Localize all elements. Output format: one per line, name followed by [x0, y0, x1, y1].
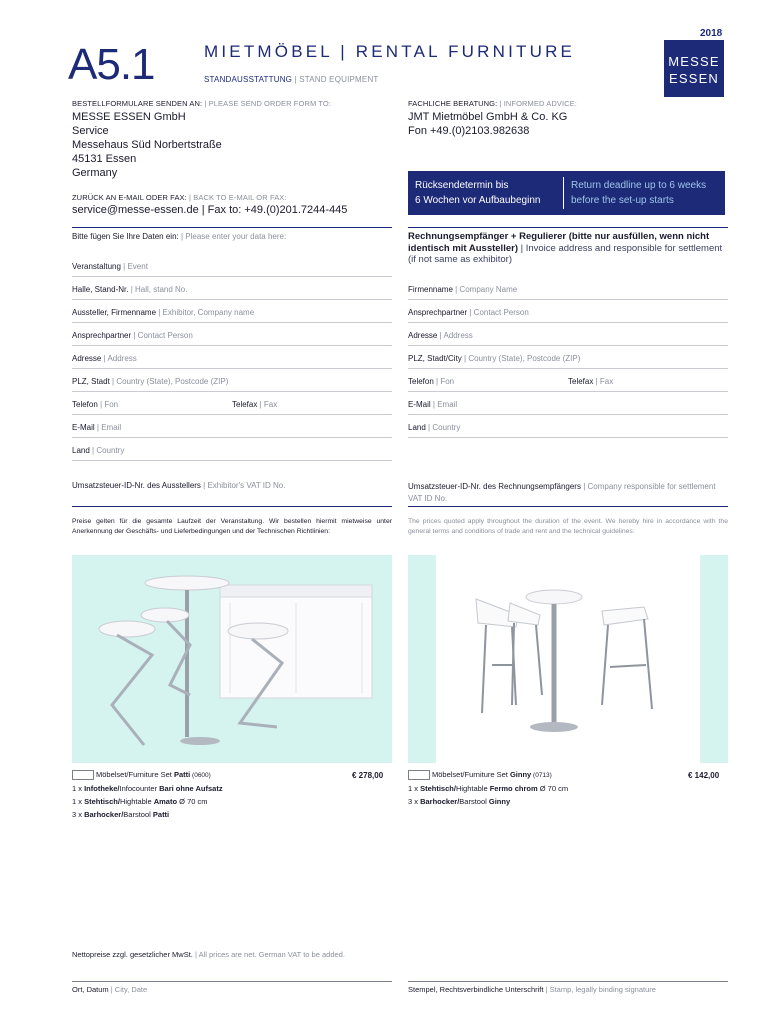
product-code: (0713): [531, 772, 552, 779]
field-recipient-email[interactable]: [408, 400, 457, 409]
return-label-de: ZURÜCK AN E-MAIL ODER FAX:: [72, 193, 187, 202]
product-price: € 142,00: [688, 771, 720, 780]
product-price: € 278,00: [352, 771, 384, 780]
field-label-de: Veranstaltung: [72, 262, 121, 271]
field-label-de: Umsatzsteuer-ID-Nr. des Rechnungsempfängers: [408, 482, 581, 491]
field-line: [408, 391, 728, 392]
product-item: [72, 808, 223, 821]
order-checkbox[interactable]: [72, 770, 94, 780]
send-to-label-de: BESTELLFORMULARE SENDEN AN:: [72, 99, 203, 108]
vat-note: [72, 950, 345, 959]
field-label-en: | Contact Person: [131, 331, 193, 340]
field-event[interactable]: [72, 262, 148, 271]
product-item: [408, 795, 568, 808]
deadline-de-line: Rücksendetermin bis: [415, 180, 509, 191]
item-size: Ø 70 cm: [177, 797, 208, 806]
send-to-label-en: | PLEASE SEND ORDER FORM TO:: [202, 99, 331, 108]
item-qty: 1 x: [72, 797, 85, 806]
signature-line: [408, 981, 728, 982]
field-label-de: Land: [408, 423, 426, 432]
field-label-de: PLZ, Stadt/City: [408, 354, 462, 363]
divider: [72, 227, 392, 228]
return-label: [72, 193, 287, 202]
field-line: [72, 460, 392, 461]
field-recipient-contact[interactable]: [408, 308, 529, 317]
return-label-en: | BACK TO E-MAIL OR FAX:: [186, 193, 287, 202]
field-label-en: | Country: [89, 446, 125, 455]
product-option-ginny: [408, 768, 552, 782]
advice-label-de: FACHLICHE BERATUNG:: [408, 99, 498, 108]
advice-line: JMT Mietmöbel GmbH & Co. KG: [408, 111, 568, 123]
divider: [408, 227, 728, 228]
year-label: 2018: [700, 28, 723, 39]
deadline-divider: [563, 177, 564, 209]
field-exhibitor[interactable]: [72, 308, 254, 317]
field-label-en: | Exhibitor, Company name: [156, 308, 255, 317]
deadline-en-line: Return deadline up to 6 weeks: [571, 180, 707, 191]
item-type-en: Barstool: [459, 797, 489, 806]
vat-note-en: | All prices are net. German VAT to be added.: [192, 950, 345, 959]
product-set-name: Patti: [173, 770, 191, 779]
product-name-en: Furniture Set: [128, 770, 174, 779]
field-label-de: E-Mail: [72, 423, 95, 432]
item-type-en: Hightable: [119, 797, 154, 806]
address-line: 45131 Essen: [72, 153, 137, 165]
address-line: Germany: [72, 167, 118, 179]
product-option-patti: [72, 768, 211, 782]
field-label-en: | Fon: [433, 377, 455, 386]
field-label-en: | Address: [101, 354, 137, 363]
field-label-en: | Country (State), Postcode (ZIP): [461, 354, 581, 363]
item-type-en: Hightable: [455, 784, 490, 793]
logo-line-2: ESSEN: [668, 71, 720, 86]
item-size: Ø 70 cm: [537, 784, 569, 793]
field-label-de: Telefon: [408, 377, 434, 386]
invoice-recipient-heading: [408, 231, 728, 266]
item-type-de: Barhocker/: [84, 810, 124, 819]
subtitle-de: STANDAUSSTATTUNG: [204, 75, 293, 84]
field-line: [72, 391, 392, 392]
field-address[interactable]: [72, 354, 137, 363]
item-type-de: Infotheke/: [84, 784, 120, 793]
field-label-de: Telefax: [232, 400, 258, 409]
item-qty: 1 x: [72, 784, 85, 793]
field-vat-recipient[interactable]: [408, 481, 728, 505]
item-name: Fermo chrom: [489, 784, 538, 793]
field-label-en: | Address: [437, 331, 473, 340]
field-label-en: | Email: [430, 400, 458, 409]
product-item: [72, 782, 223, 795]
field-label-de: Land: [72, 446, 90, 455]
field-label-de: Ansprechpartner: [72, 331, 132, 340]
field-recipient-postcode[interactable]: [408, 354, 580, 363]
product-item: [408, 782, 568, 795]
field-label-de: Adresse: [72, 354, 102, 363]
field-line: [408, 299, 728, 300]
return-contact-value: service@messe-essen.de | Fax to: +49.(0)201.7244-445: [72, 204, 348, 216]
field-line: [408, 368, 728, 369]
field-line: [408, 437, 728, 438]
field-label-en: | Fax: [593, 377, 614, 386]
field-line: [408, 414, 728, 415]
terms-en: The prices quoted apply throughout the duration of the event. We hereby hire in accordance with the general terms and conditions of trade and rent and the technical guidelines:: [408, 518, 728, 535]
field-label-en: | Fon: [97, 400, 119, 409]
terms-de: Preise gelten für die gesamte Laufzeit der Veranstaltung. Wir bestellen hiermit mietweise unter Anerkennung der Geschäfts- und Lieferbedingungen und der Technischen Richtlinien:: [72, 518, 392, 535]
furniture-set-patti-image: [72, 555, 392, 763]
field-hall-stand[interactable]: [72, 285, 187, 294]
field-line: [408, 345, 728, 346]
field-label-de: PLZ, Stadt: [72, 377, 110, 386]
deadline-de-line: 6 Wochen vor Aufbaubeginn: [415, 195, 541, 206]
item-qty: 3 x: [408, 797, 421, 806]
field-recipient-phone[interactable]: [408, 377, 454, 386]
form-code: A5.1: [68, 40, 155, 89]
page-subtitle: [204, 75, 379, 84]
field-company-name[interactable]: [408, 285, 517, 294]
field-contact-person[interactable]: [72, 331, 193, 340]
field-label-en: | Exhibitor's VAT ID No.: [200, 481, 286, 490]
field-label-en: | Company Name: [452, 285, 518, 294]
recipient-title-en: | Invoice address and responsible for settlement (if not same as exhibitor): [408, 242, 723, 265]
advice-label: [408, 99, 577, 108]
field-label-en: | Contact Person: [467, 308, 529, 317]
field-vat-exhibitor[interactable]: [72, 481, 285, 490]
deadline-en-line: before the set-up starts: [571, 195, 674, 206]
product-name-en: Furniture Set: [464, 770, 510, 779]
advice-line: Fon +49.(0)2103.982638: [408, 125, 530, 137]
product-code: (0600): [190, 772, 211, 779]
field-email[interactable]: [72, 423, 121, 432]
product-items-patti: [72, 782, 223, 821]
field-label-de: Halle, Stand-Nr.: [72, 285, 129, 294]
field-phone[interactable]: [72, 400, 118, 409]
product-photo-ginny: [408, 555, 728, 763]
return-deadline-box: [408, 171, 725, 215]
signature-line: [72, 981, 392, 982]
form-intro-en: | Please enter your data here:: [178, 232, 287, 241]
place-date-field[interactable]: [72, 985, 147, 994]
field-fax[interactable]: [232, 400, 277, 409]
deadline-en: [571, 178, 706, 208]
product-set-name: Ginny: [509, 770, 532, 779]
place-date-de: Ort, Datum: [72, 985, 109, 994]
field-line: [72, 437, 392, 438]
order-checkbox[interactable]: [408, 770, 430, 780]
send-to-label: [72, 99, 331, 108]
field-line: [408, 322, 728, 323]
title-en: RENTAL FURNITURE: [355, 42, 576, 61]
field-label-de: Telefon: [72, 400, 98, 409]
field-label-en: | Country (State), Postcode (ZIP): [109, 377, 229, 386]
advice-label-en: | INFORMED ADVICE:: [497, 99, 577, 108]
item-name: Patti: [152, 810, 170, 819]
logo-line-1: MESSE: [668, 54, 720, 69]
page-title: [204, 42, 575, 62]
send-to-address: [72, 110, 222, 180]
product-items-ginny: [408, 782, 568, 808]
product-name-de: Möbelset/: [432, 770, 465, 779]
field-line: [72, 299, 392, 300]
field-label-de: Adresse: [408, 331, 438, 340]
item-name: Bari ohne Aufsatz: [159, 784, 223, 793]
field-label-de: E-Mail: [408, 400, 431, 409]
product-name-de: Möbelset/: [96, 770, 129, 779]
field-line: [72, 414, 392, 415]
item-type-en: Infocounter: [119, 784, 160, 793]
form-intro: [72, 232, 286, 241]
field-recipient-address[interactable]: [408, 331, 473, 340]
field-label-en: | Hall, stand No.: [128, 285, 188, 294]
field-recipient-country[interactable]: [408, 423, 460, 432]
field-label-en: | Email: [94, 423, 122, 432]
field-label-en: | Fax: [257, 400, 278, 409]
field-line: [72, 368, 392, 369]
product-item: [72, 795, 223, 808]
address-line: MESSE ESSEN GmbH: [72, 111, 186, 123]
field-label-de: Aussteller, Firmenname: [72, 308, 157, 317]
item-type-de: Stehtisch/: [84, 797, 120, 806]
furniture-set-ginny-image: [408, 555, 728, 763]
item-qty: 3 x: [72, 810, 85, 819]
field-label-en: | Company responsible for settlement VAT ID No.: [408, 482, 716, 503]
stamp-de: Stempel, Rechtsverbindliche Unterschrift: [408, 985, 544, 994]
field-country[interactable]: [72, 446, 124, 455]
field-label-en: | Event: [120, 262, 148, 271]
subtitle-en: | STAND EQUIPMENT: [292, 75, 379, 84]
title-de: MIETMÖBEL: [204, 42, 333, 61]
item-name: Amato: [153, 797, 178, 806]
messe-essen-logo: [664, 40, 724, 97]
deadline-de: [415, 178, 540, 208]
vat-note-de: Nettopreise zzgl. gesetzlicher MwSt.: [72, 950, 193, 959]
advice-contact: [408, 110, 567, 138]
field-label-de: Ansprechpartner: [408, 308, 468, 317]
field-postcode-city[interactable]: [72, 377, 228, 386]
field-label-de: Firmenname: [408, 285, 453, 294]
stamp-signature-field[interactable]: [408, 985, 656, 994]
field-label-en: | Country: [425, 423, 461, 432]
field-line: [72, 322, 392, 323]
field-recipient-fax[interactable]: [568, 377, 613, 386]
address-line: Messehaus Süd Norbertstraße: [72, 139, 222, 151]
item-type-de: Barhocker/: [420, 797, 460, 806]
item-qty: 1 x: [408, 784, 421, 793]
product-photo-patti: [72, 555, 392, 763]
title-separator: |: [332, 42, 356, 61]
place-date-en: | City, Date: [108, 985, 148, 994]
field-line: [72, 276, 392, 277]
divider: [72, 506, 392, 507]
divider: [408, 506, 728, 507]
field-label-de: Umsatzsteuer-ID-Nr. des Ausstellers: [72, 481, 201, 490]
item-type-de: Stehtisch/: [420, 784, 456, 793]
stamp-en: | Stamp, legally binding signature: [543, 985, 656, 994]
field-line: [72, 345, 392, 346]
form-intro-de: Bitte fügen Sie Ihre Daten ein:: [72, 232, 179, 241]
recipient-title-de: Rechnungsempfänger + Regulierer (bitte nur ausfüllen, wenn nicht identisch mit Aussteller): [408, 231, 710, 254]
item-type-en: Barstool: [123, 810, 153, 819]
item-name: Ginny: [488, 797, 511, 806]
field-label-de: Telefax: [568, 377, 594, 386]
address-line: Service: [72, 125, 109, 137]
